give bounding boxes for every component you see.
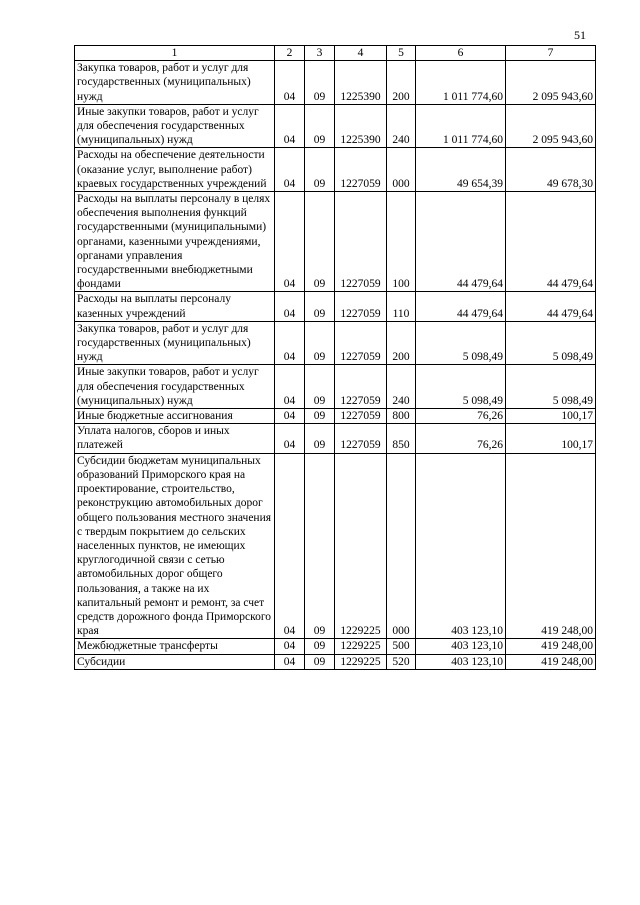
amount-col7: 49 678,30 xyxy=(506,148,596,192)
expense-name: Расходы на выплаты персоналу в целях обеспечения выполнения функций государственными (муниципальными) органами, казенными учреждениями, органами управления государственными внебюджетными фондами xyxy=(75,192,275,292)
amount-col7: 5 098,49 xyxy=(506,365,596,409)
subsection-code: 09 xyxy=(305,409,335,424)
expense-name: Иные бюджетные ассигнования xyxy=(75,409,275,424)
amount-col6: 44 479,64 xyxy=(416,192,506,292)
table-header-row xyxy=(75,46,596,61)
section-code: 04 xyxy=(275,292,305,321)
table-row xyxy=(75,424,596,453)
expense-name: Закупка товаров, работ и услуг для государственных (муниципальных) нужд xyxy=(75,321,275,365)
section-code: 04 xyxy=(275,365,305,409)
table-row xyxy=(75,639,596,654)
amount-col6: 403 123,10 xyxy=(416,654,506,669)
amount-col6: 1 011 774,60 xyxy=(416,61,506,105)
subsection-code: 09 xyxy=(305,365,335,409)
amount-col6: 403 123,10 xyxy=(416,639,506,654)
subsection-code: 09 xyxy=(305,148,335,192)
table-row xyxy=(75,104,596,148)
amount-col6: 49 654,39 xyxy=(416,148,506,192)
target-article-code: 1227059 xyxy=(335,424,387,453)
table-row xyxy=(75,192,596,292)
budget-table xyxy=(74,45,596,670)
expense-type-code: 000 xyxy=(387,453,416,639)
expense-name: Закупка товаров, работ и услуг для государственных (муниципальных) нужд xyxy=(75,61,275,105)
expense-type-code: 200 xyxy=(387,61,416,105)
expense-name: Субсидии бюджетам муниципальных образований Приморского края на проектирование, строительство, реконструкцию автомобильных дорог общего пользования местного значения с твердым покрытием до сельских населенных пунктов, не имеющих круглогодичной связи с сетью автомобильных дорог общего пользования, а также на их капитальный ремонт и ремонт, за счет средств дорожного фонда Приморского края xyxy=(75,453,275,639)
section-code: 04 xyxy=(275,453,305,639)
subsection-code: 09 xyxy=(305,639,335,654)
amount-col7: 44 479,64 xyxy=(506,192,596,292)
expense-type-code: 100 xyxy=(387,192,416,292)
table-row xyxy=(75,365,596,409)
column-header: 3 xyxy=(305,46,335,61)
expense-type-code: 850 xyxy=(387,424,416,453)
expense-name: Расходы на выплаты персоналу казенных учреждений xyxy=(75,292,275,321)
target-article-code: 1225390 xyxy=(335,61,387,105)
section-code: 04 xyxy=(275,409,305,424)
expense-name: Субсидии xyxy=(75,654,275,669)
amount-col7: 419 248,00 xyxy=(506,654,596,669)
column-header: 2 xyxy=(275,46,305,61)
target-article-code: 1227059 xyxy=(335,292,387,321)
amount-col7: 44 479,64 xyxy=(506,292,596,321)
target-article-code: 1225390 xyxy=(335,104,387,148)
section-code: 04 xyxy=(275,192,305,292)
amount-col7: 100,17 xyxy=(506,409,596,424)
table-row xyxy=(75,61,596,105)
expense-type-code: 000 xyxy=(387,148,416,192)
amount-col6: 5 098,49 xyxy=(416,365,506,409)
amount-col7: 2 095 943,60 xyxy=(506,104,596,148)
amount-col7: 5 098,49 xyxy=(506,321,596,365)
subsection-code: 09 xyxy=(305,192,335,292)
expense-type-code: 240 xyxy=(387,104,416,148)
table-row xyxy=(75,453,596,639)
section-code: 04 xyxy=(275,148,305,192)
expense-type-code: 240 xyxy=(387,365,416,409)
amount-col6: 1 011 774,60 xyxy=(416,104,506,148)
amount-col7: 419 248,00 xyxy=(506,453,596,639)
target-article-code: 1227059 xyxy=(335,321,387,365)
page-number: 51 xyxy=(574,28,586,42)
amount-col6: 403 123,10 xyxy=(416,453,506,639)
expense-type-code: 200 xyxy=(387,321,416,365)
amount-col6: 5 098,49 xyxy=(416,321,506,365)
subsection-code: 09 xyxy=(305,61,335,105)
section-code: 04 xyxy=(275,321,305,365)
section-code: 04 xyxy=(275,104,305,148)
expense-type-code: 500 xyxy=(387,639,416,654)
section-code: 04 xyxy=(275,639,305,654)
column-header: 6 xyxy=(416,46,506,61)
target-article-code: 1229225 xyxy=(335,453,387,639)
amount-col6: 76,26 xyxy=(416,424,506,453)
subsection-code: 09 xyxy=(305,654,335,669)
target-article-code: 1229225 xyxy=(335,639,387,654)
table-row xyxy=(75,654,596,669)
table-row xyxy=(75,148,596,192)
expense-type-code: 800 xyxy=(387,409,416,424)
table-row xyxy=(75,409,596,424)
target-article-code: 1227059 xyxy=(335,192,387,292)
table-row xyxy=(75,321,596,365)
column-header: 7 xyxy=(506,46,596,61)
amount-col6: 44 479,64 xyxy=(416,292,506,321)
section-code: 04 xyxy=(275,654,305,669)
expense-name: Иные закупки товаров, работ и услуг для обеспечения государственных (муниципальных) нужд xyxy=(75,104,275,148)
amount-col7: 100,17 xyxy=(506,424,596,453)
subsection-code: 09 xyxy=(305,321,335,365)
column-header: 1 xyxy=(75,46,275,61)
subsection-code: 09 xyxy=(305,424,335,453)
amount-col7: 2 095 943,60 xyxy=(506,61,596,105)
amount-col7: 419 248,00 xyxy=(506,639,596,654)
expense-name: Межбюджетные трансферты xyxy=(75,639,275,654)
section-code: 04 xyxy=(275,61,305,105)
expense-type-code: 110 xyxy=(387,292,416,321)
target-article-code: 1229225 xyxy=(335,654,387,669)
target-article-code: 1227059 xyxy=(335,409,387,424)
subsection-code: 09 xyxy=(305,292,335,321)
table-row xyxy=(75,292,596,321)
subsection-code: 09 xyxy=(305,453,335,639)
column-header: 4 xyxy=(335,46,387,61)
amount-col6: 76,26 xyxy=(416,409,506,424)
subsection-code: 09 xyxy=(305,104,335,148)
section-code: 04 xyxy=(275,424,305,453)
target-article-code: 1227059 xyxy=(335,148,387,192)
expense-type-code: 520 xyxy=(387,654,416,669)
expense-name: Иные закупки товаров, работ и услуг для обеспечения государственных (муниципальных) нужд xyxy=(75,365,275,409)
target-article-code: 1227059 xyxy=(335,365,387,409)
column-header: 5 xyxy=(387,46,416,61)
expense-name: Уплата налогов, сборов и иных платежей xyxy=(75,424,275,453)
expense-name: Расходы на обеспечение деятельности (оказание услуг, выполнение работ) краевых государственных учреждений xyxy=(75,148,275,192)
